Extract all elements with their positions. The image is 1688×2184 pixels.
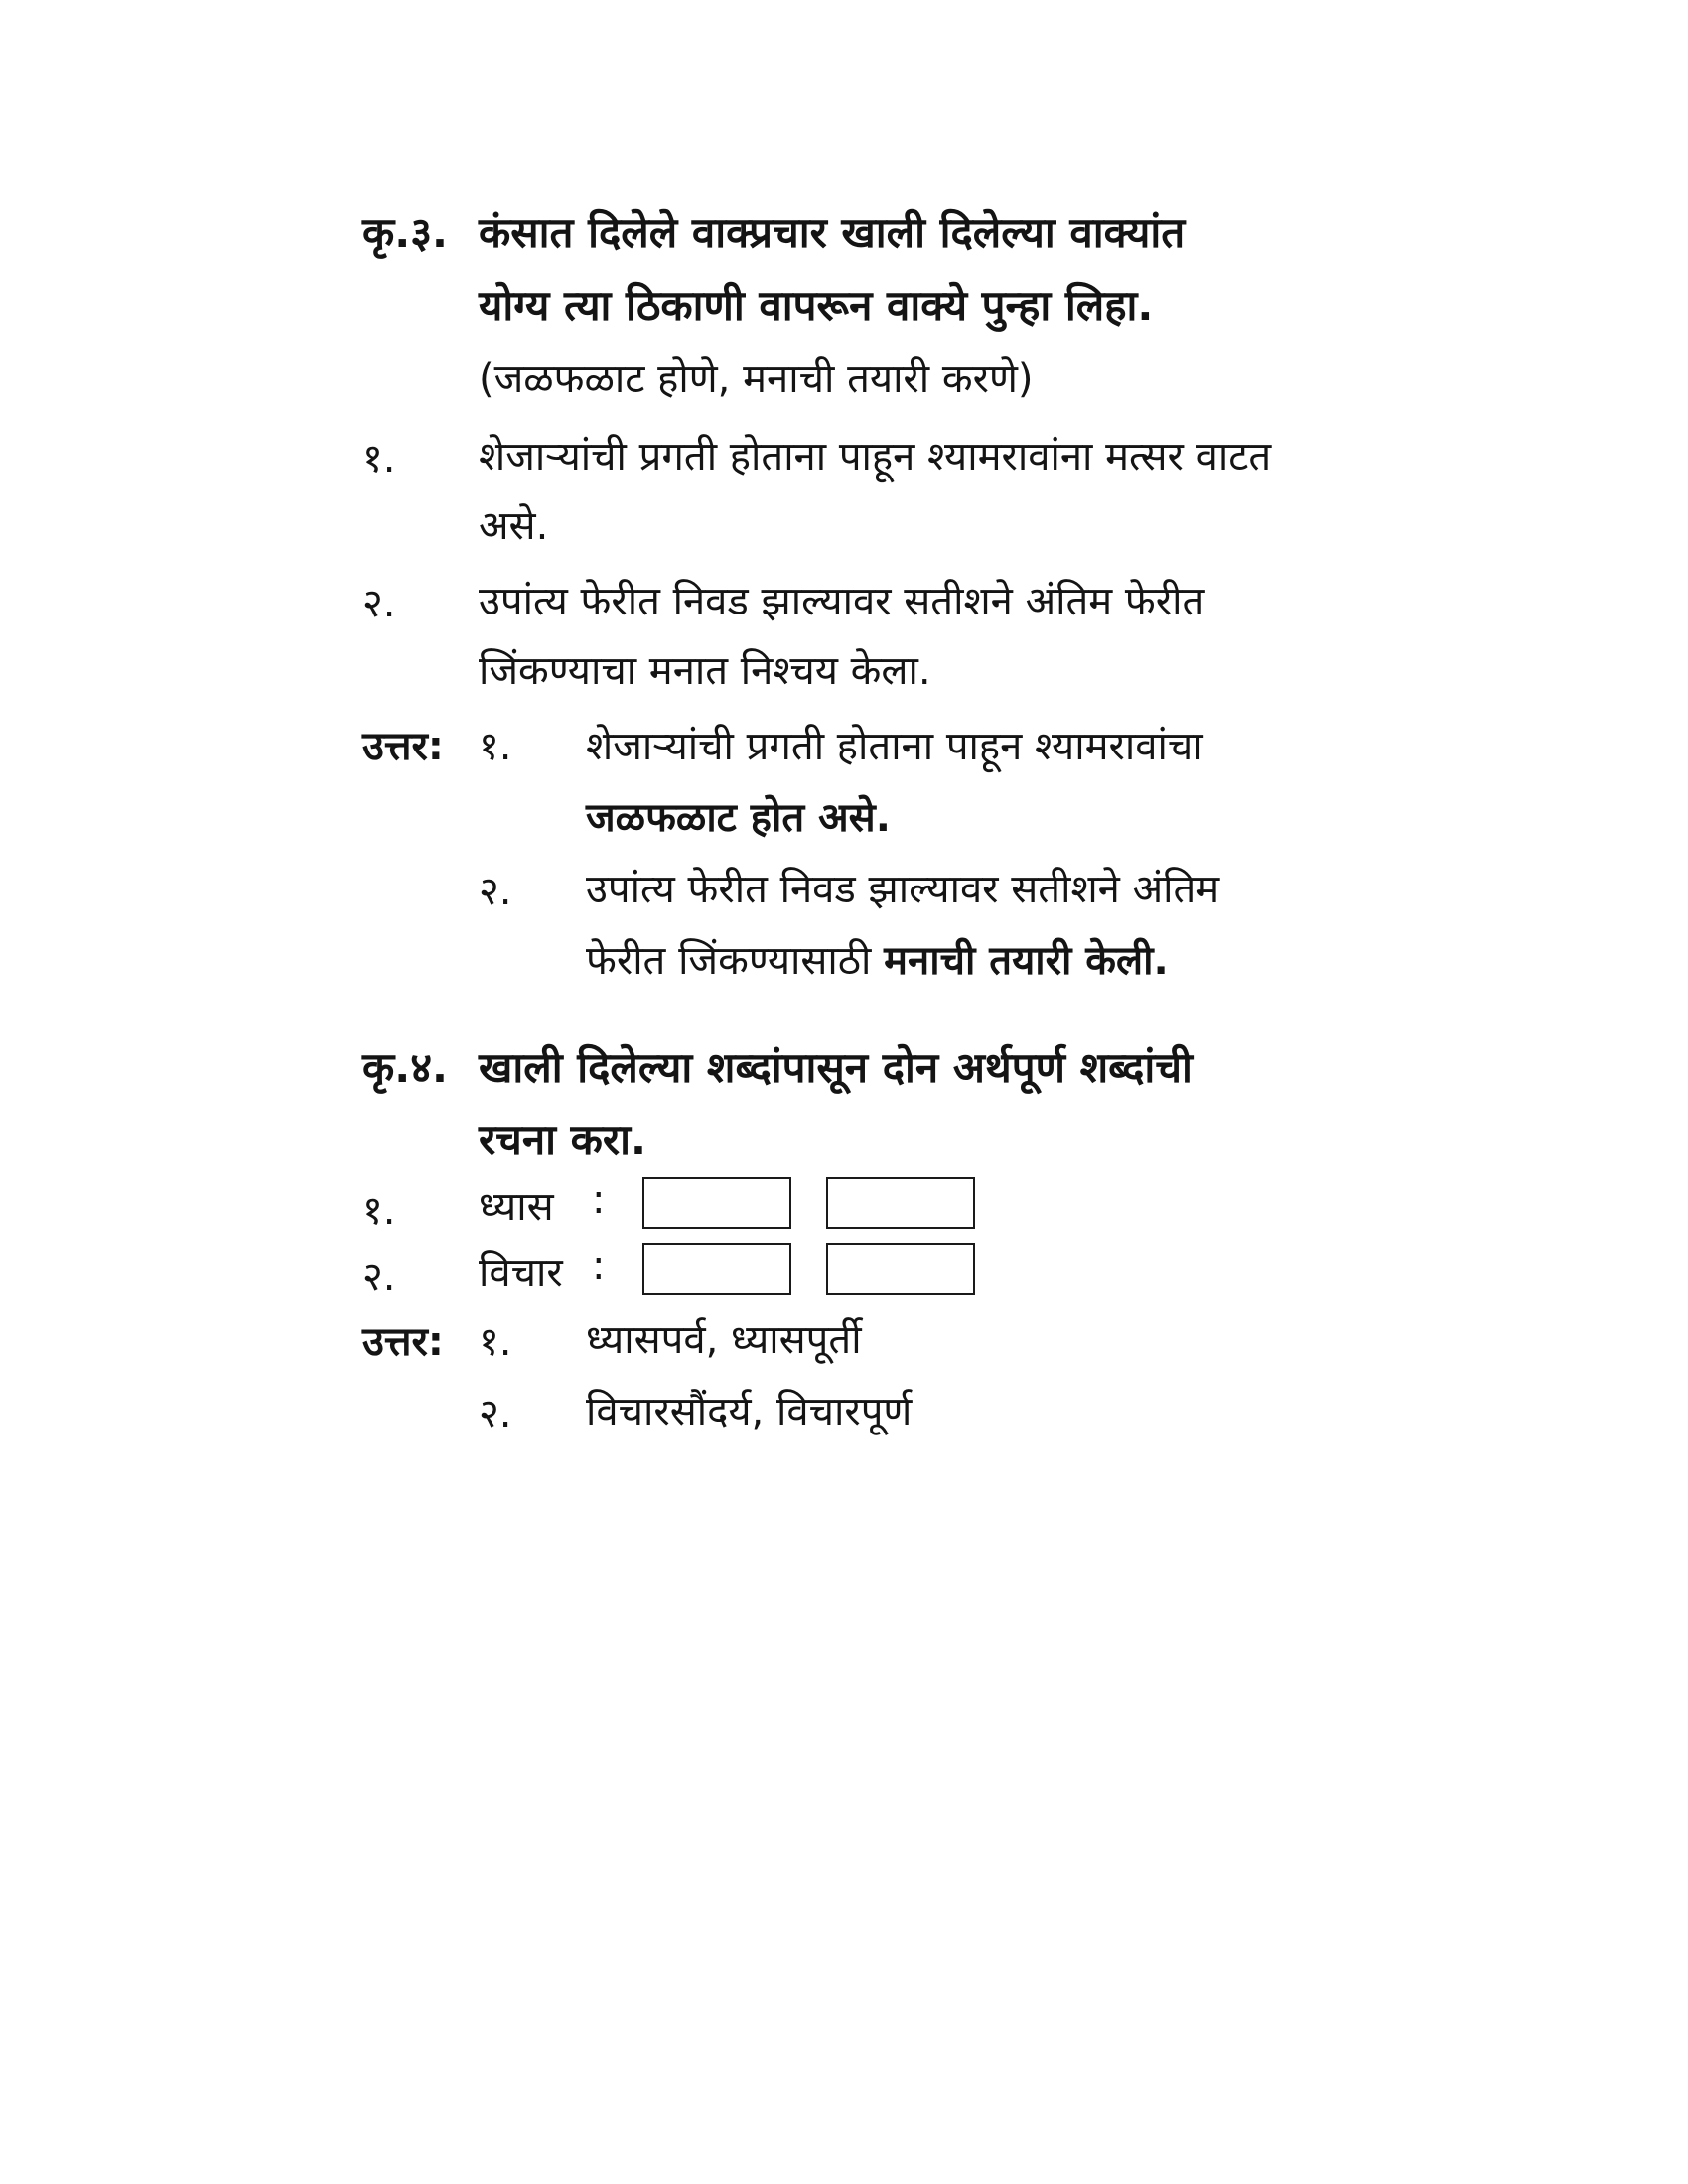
q4-answer-1-text: ध्यासपर्व, ध्यासपूर्ती <box>586 1317 862 1363</box>
question-3-number: कृ.३. <box>362 208 449 257</box>
q3-item-1-line2: असे. <box>479 503 549 549</box>
q4-item-2-colon: : <box>592 1243 606 1289</box>
q4-item-1-number: १. <box>362 1188 396 1234</box>
q3-item-2-number: २. <box>362 581 396 626</box>
q3-item-2-line1: उपांत्य फेरीत निवड झाल्यावर सतीशने अंतिम फेरीत <box>479 579 1205 624</box>
q4-item-2-word: विचार <box>479 1250 563 1296</box>
q4-item-1-answer-box-2[interactable] <box>826 1177 975 1229</box>
q4-item-1-word: ध्यास <box>479 1184 554 1230</box>
q3-answer-1-number: १. <box>479 724 512 769</box>
q3-answer-2-line2-bold: मनाची तयारी केली. <box>884 938 1169 984</box>
question-3-phrases: (जळफळाट होणे, मनाची तयारी करणे) <box>479 356 1034 402</box>
q4-item-2-number: २. <box>362 1254 396 1299</box>
q4-item-2-answer-box-2[interactable] <box>826 1243 975 1295</box>
q4-answer-2-number: २. <box>479 1391 512 1436</box>
q3-item-1-number: १. <box>362 436 396 481</box>
q3-answer-2-number: २. <box>479 869 512 914</box>
q3-answer-1-line2: जळफळाट होत असे. <box>586 795 891 841</box>
q3-item-1-line1: शेजाऱ्यांची प्रगती होताना पाहून श्यामरावांना मत्सर वाटत <box>479 434 1272 479</box>
question-3-prompt-line1: कंसात दिलेले वाक्प्रचार खाली दिलेल्या वाक्यांत <box>479 208 1186 257</box>
q4-answer-label: उत्तर: <box>362 1319 444 1365</box>
question-3-prompt-line2: योग्य त्या ठिकाणी वापरून वाक्ये पुन्हा लिहा. <box>479 281 1154 330</box>
q3-answer-label: उत्तर: <box>362 724 444 769</box>
q4-item-1-answer-box-1[interactable] <box>642 1177 791 1229</box>
question-4-number: कृ.४. <box>362 1043 449 1092</box>
question-4-prompt-line2: रचना करा. <box>479 1115 646 1163</box>
q4-item-2-answer-box-1[interactable] <box>642 1243 791 1295</box>
q3-answer-2-line2-plain: फेरीत जिंकण्यासाठी <box>586 938 885 984</box>
q3-answer-1-line1: शेजाऱ्यांची प्रगती होताना पाहून श्यामरावांचा <box>586 724 1203 769</box>
q4-item-1-colon: : <box>592 1177 606 1223</box>
q4-answer-2-text: विचारसौंदर्य, विचारपूर्ण <box>586 1389 913 1434</box>
question-4-prompt-line1: खाली दिलेल्या शब्दांपासून दोन अर्थपूर्ण शब्दांची <box>479 1043 1193 1092</box>
q3-item-2-line2: जिंकण्याचा मनात निश्चय केला. <box>479 648 931 694</box>
q3-answer-2-line1: उपांत्य फेरीत निवड झाल्यावर सतीशने अंतिम <box>586 867 1220 912</box>
q3-answer-2-line2 <box>586 931 1169 986</box>
q4-answer-1-number: १. <box>479 1319 512 1365</box>
